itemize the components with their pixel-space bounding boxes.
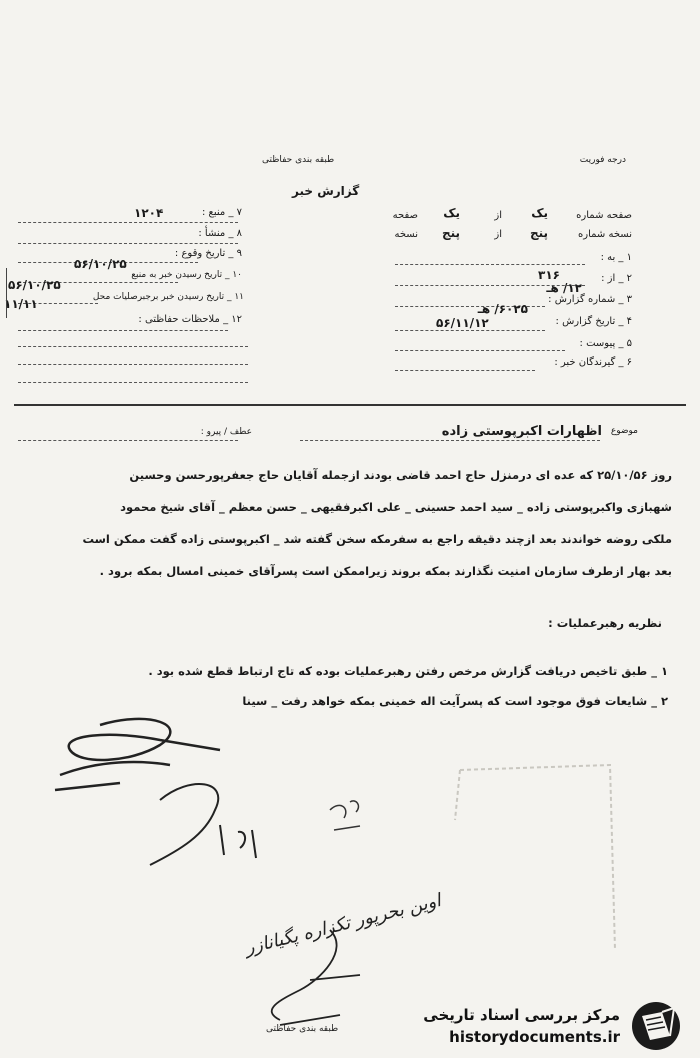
signature-scribble-2 — [120, 770, 280, 880]
report-title: گزارش خبر — [292, 184, 360, 198]
field-source-value: ۱۲۰۴ — [134, 206, 164, 220]
watermark-title: مرکز بررسی اسناد تاریخی — [423, 1006, 620, 1024]
field-report-date-value-2: ۵۶/۱۱/۱۲ — [436, 316, 489, 330]
body-line-2: شهبازی واکبرپوستی زاده _ سید احمد حسینی _ علی اکبرفقیهی _ حسن معظم _ آقای شیخ محمود — [120, 500, 672, 514]
margin-note: ۱۱/۱۱ — [4, 297, 38, 311]
copy-number-label: نسخه شماره — [578, 229, 632, 240]
subject-value: اظهارات اکبرپوستی زاده — [441, 424, 602, 439]
leadership-item-2: ۲ _ شایعات فوق موجود است که پسرآیت اله خمینی بمکه خواهد رفت _ سینا — [242, 694, 668, 708]
field-report-number-value: ۱۲/ هـ — [546, 281, 582, 295]
leadership-item-1: ۱ _ طبق تاخیص دریافت گزارش مرخص رفتن رهبرعملیات بوده که تاج ارتباط قطع شده بود . — [148, 664, 668, 678]
body-line-3: ملکی روضه خواندند بعد ازچند دقیقه راجع به سفرمکه سخن گفته شد _ اکبرپوستی زاده گفت ممکن است — [82, 532, 672, 546]
reference-label: عطف / پیرو : — [200, 427, 252, 437]
field-report-date-label: ۴ _ تاریخ گزارش : — [555, 316, 632, 327]
field-source-label: ۷ _ منبع : — [202, 207, 242, 218]
field-news-to-ops-date-value: ۵۶/۱۰/۲۵ — [8, 278, 61, 292]
page-of-label: از — [494, 210, 502, 221]
field-news-to-ops-date-label: ۱۱ _ تاریخ رسیدن خبر برجبرصلیات محل — [92, 292, 244, 302]
signature-scribble-3 — [240, 920, 390, 1040]
field-from-value: ۳۱۶ — [538, 268, 560, 282]
field-news-to-source-date-value: ۵۶/۱۰/۲۵ — [74, 257, 127, 271]
copy-unit-label: نسخه — [394, 229, 418, 240]
handwritten-annotation: اوین بحرپور تکزاره پگیانازر — [243, 890, 444, 959]
classification-label-bottom: طبقه بندی حفاظتی — [266, 1024, 339, 1034]
leadership-title: نظریه رهبرعملیات : — [548, 616, 662, 630]
page-number-label: صفحه شماره — [576, 210, 632, 221]
body-line-1: روز ۲۵/۱۰/۵۶ که عده ای درمنزل حاج احمد قاضی بودند ازجمله آقایان حاج جعفرپورحسن وحسین — [129, 468, 672, 482]
copy-of-label: از — [494, 229, 502, 240]
faded-stamp — [440, 760, 630, 960]
copy-number-value: پنج — [529, 226, 548, 240]
field-report-date-value: ۶۰۲۵/ هـ — [477, 302, 528, 316]
field-recipients-label: ۶ _ گیرندگان خبر : — [554, 357, 632, 368]
field-attachment-label: ۵ _ پیوست : — [579, 338, 632, 349]
field-to-label: ۱ _ به : — [600, 252, 632, 263]
watermark-url: historydocuments.ir — [449, 1028, 620, 1046]
field-from-label: ۲ _ از : — [601, 273, 632, 284]
urgency-label: درجه فوریت — [579, 155, 626, 165]
copy-total-value: پنج — [441, 226, 460, 240]
field-news-to-source-date-label: ۱۰ _ تاریخ رسیدن خبر به منبع — [131, 270, 242, 280]
page-number-value: یک — [531, 206, 548, 220]
body-line-4: بعد بهار ازطرف سازمان امنیت نگذارند بمکه بروند زیراممکن است پسرآقای خمینی امسال بمکه برود . — [99, 564, 672, 578]
classification-label-top: طبقه بندی حفاظتی — [262, 155, 335, 165]
archive-logo-icon — [628, 1000, 684, 1052]
field-occurrence-date-label: ۹ _ تاریخ وقوع : — [174, 248, 242, 259]
subject-label: موضوع — [610, 426, 638, 436]
page-unit-label: صفحه — [392, 210, 418, 221]
handwritten-mark — [320, 790, 380, 850]
field-report-number-label: ۳ _ شماره گزارش : — [548, 294, 632, 305]
page-total-value: یک — [443, 206, 460, 220]
field-security-notes-label: ۱۲ _ ملاحظات حفاظتی : — [138, 314, 242, 325]
field-origin-label: ۸ _ منشأ : — [198, 228, 242, 239]
